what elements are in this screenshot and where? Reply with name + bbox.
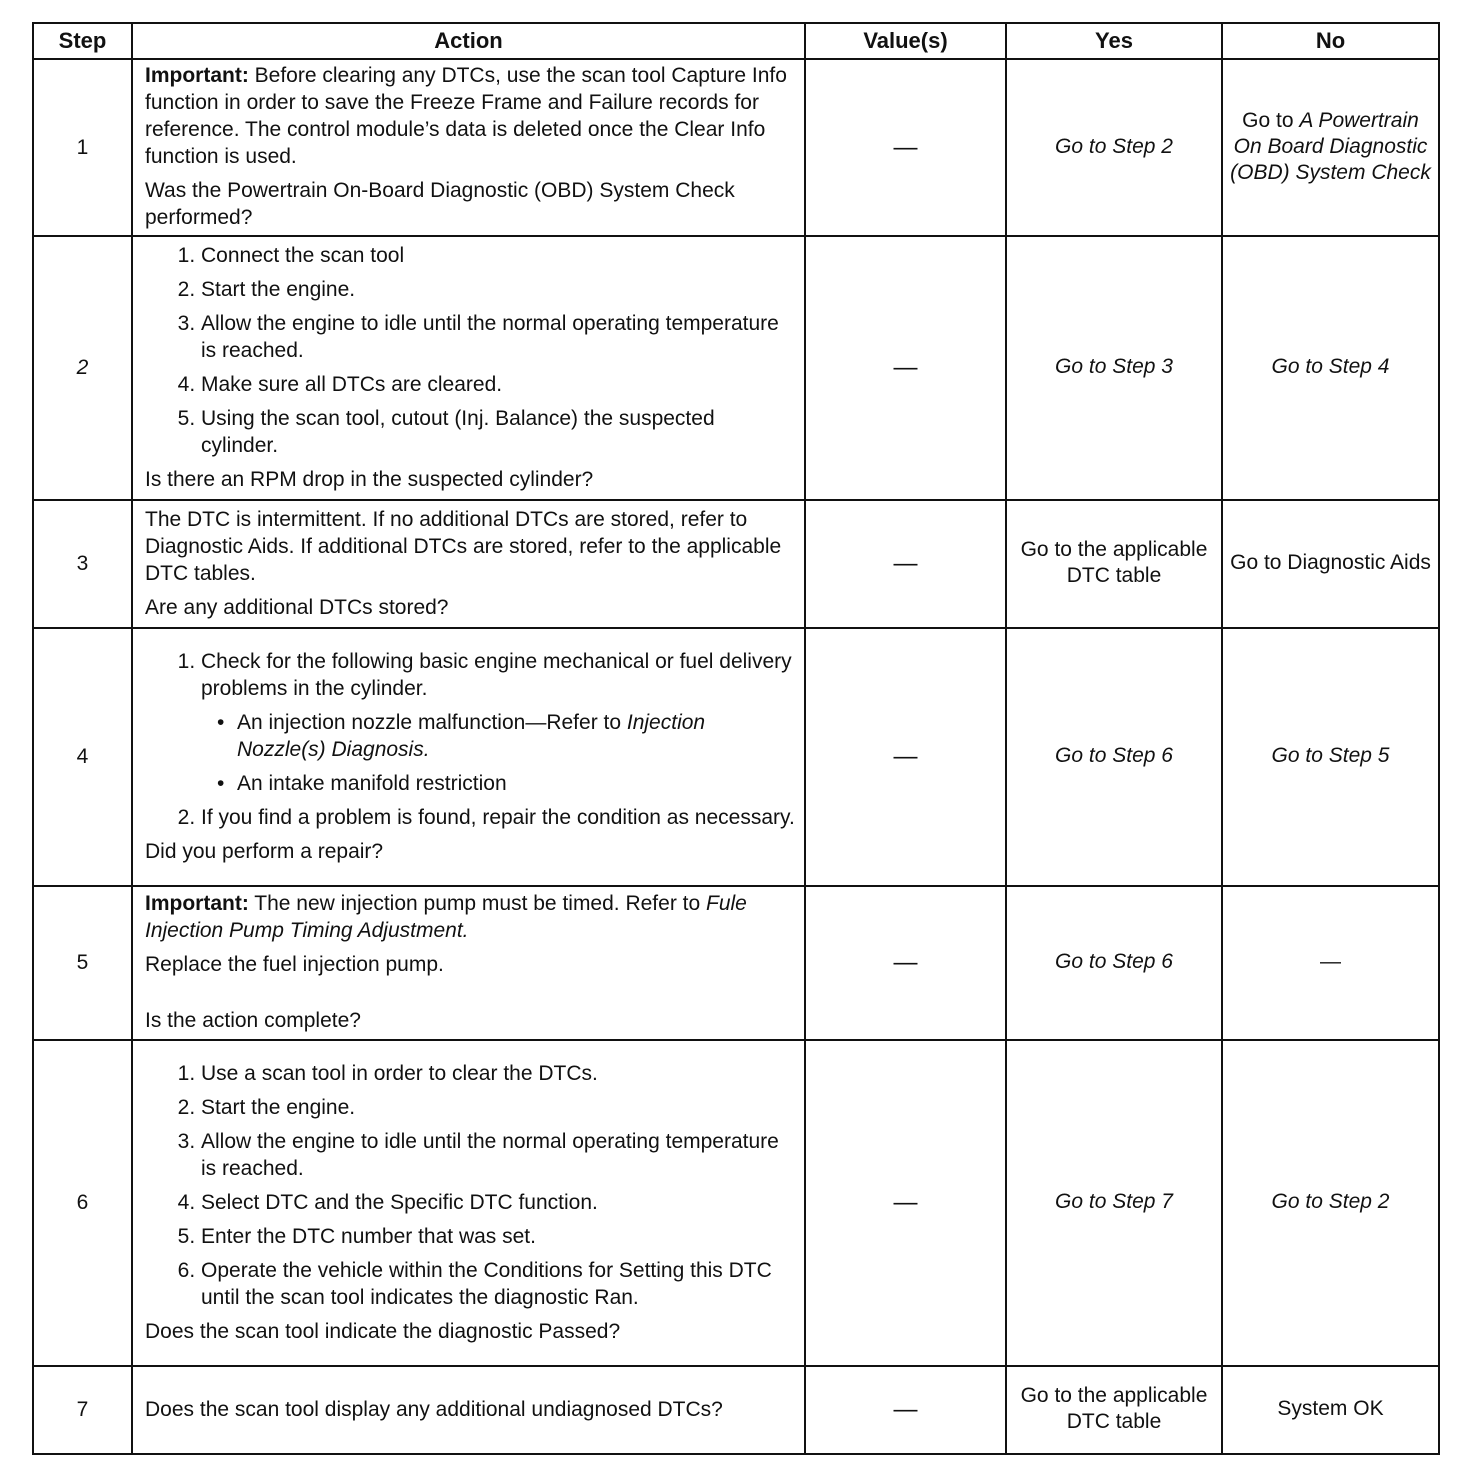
action-cell: [132, 628, 805, 886]
header-action: Action: [132, 23, 805, 59]
important-text: Before clearing any DTCs, use the scan tool Capture Info function in order to save the Freeze Frame and Failure records for reference. The control module’s data is deleted once the Clear Info function is used.: [145, 64, 787, 168]
sub-list-item: [237, 709, 796, 763]
yes-link[interactable]: Go to the applicable DTC table: [1006, 500, 1222, 628]
no-link[interactable]: Go to Step 4: [1222, 236, 1439, 500]
action-steps: [145, 242, 796, 459]
action-steps: [145, 1060, 796, 1311]
list-item: 1. Connect the scan tool: [201, 242, 796, 269]
important-link[interactable]: Fule Injection Pump Timing Adjustment.: [145, 892, 747, 942]
action-text: Replace the fuel injection pump.: [145, 953, 444, 976]
important-label: Important:: [145, 892, 249, 915]
important-note: [145, 62, 796, 170]
spacer: [145, 985, 796, 1007]
action-cell: [132, 1366, 805, 1454]
action-question: Is the action complete?: [145, 1009, 361, 1032]
table-row-step-6: [33, 1040, 1439, 1366]
important-note: [145, 890, 796, 944]
list-item: 6. Operate the vehicle within the Conditions for Setting this DTC until the scan tool indicates the diagnostic Ran.: [201, 1257, 796, 1311]
step-number: 6: [33, 1040, 132, 1366]
table-row-step-4: [33, 628, 1439, 886]
diagnostic-table: [32, 22, 1440, 1455]
list-item: 4. Make sure all DTCs are cleared.: [201, 371, 796, 398]
step-number: 2: [33, 236, 132, 500]
list-item: 5. Enter the DTC number that was set.: [201, 1223, 796, 1250]
yes-link[interactable]: Go to Step 6: [1006, 886, 1222, 1040]
table-row-step-3: [33, 500, 1439, 628]
action-cell: [132, 236, 805, 500]
action-cell: [132, 1040, 805, 1366]
action-cell: [132, 59, 805, 236]
value-cell: —: [805, 628, 1006, 886]
yes-link[interactable]: Go to Step 3: [1006, 236, 1222, 500]
list-item: 3. Allow the engine to idle until the normal operating temperature is reached.: [201, 1128, 796, 1182]
list-item: 2. If you find a problem is found, repair the condition as necessary.: [201, 804, 796, 831]
list-item: 2. Start the engine.: [201, 276, 796, 303]
yes-link[interactable]: Go to Step 2: [1006, 59, 1222, 236]
list-item: 4. Select DTC and the Specific DTC function.: [201, 1189, 796, 1216]
no-cell: —: [1222, 886, 1439, 1040]
header-no: No: [1222, 23, 1439, 59]
no-link[interactable]: Go to Diagnostic Aids: [1222, 500, 1439, 628]
action-cell: [132, 500, 805, 628]
list-item: [201, 648, 796, 797]
list-item: 1. Use a scan tool in order to clear the DTCs.: [201, 1060, 796, 1087]
sub-list-item: • An intake manifold restriction: [237, 770, 796, 797]
important-label: Important:: [145, 64, 249, 87]
action-text: The DTC is intermittent. If no additional DTCs are stored, refer to Diagnostic Aids. If additional DTCs are stored, refer to the applicable DTC tables.: [145, 507, 782, 585]
sub-list-text: An injection nozzle malfunction—Refer to: [237, 710, 627, 734]
table-row-step-7: [33, 1366, 1439, 1454]
step-number: 4: [33, 628, 132, 886]
action-question: Does the scan tool indicate the diagnostic Passed?: [145, 1319, 621, 1343]
value-cell: —: [805, 236, 1006, 500]
list-item: 5. Using the scan tool, cutout (Inj. Balance) the suspected cylinder.: [201, 405, 796, 459]
step-number: 3: [33, 500, 132, 628]
step-number: 5: [33, 886, 132, 1040]
header-row: [33, 23, 1439, 59]
header-yes: Yes: [1006, 23, 1222, 59]
sub-list-link[interactable]: Injection Nozzle(s) Diagnosis.: [237, 710, 706, 761]
list-item: 2. Start the engine.: [201, 1094, 796, 1121]
no-link[interactable]: System OK: [1222, 1366, 1439, 1454]
step-number: 7: [33, 1366, 132, 1454]
action-question: Was the Powertrain On-Board Diagnostic (OBD) System Check performed?: [145, 179, 735, 229]
action-question: Is there an RPM drop in the suspected cylinder?: [145, 467, 594, 491]
list-item-text: Check for the following basic engine mechanical or fuel delivery problems in the cylinder.: [201, 649, 792, 700]
list-item: 3. Allow the engine to idle until the normal operating temperature is reached.: [201, 310, 796, 364]
no-link[interactable]: A Powertrain On Board Diagnostic (OBD) System Check: [1230, 108, 1431, 184]
no-link[interactable]: Go to Step 5: [1222, 628, 1439, 886]
table-row-step-2: [33, 236, 1439, 500]
value-cell: —: [805, 59, 1006, 236]
table-row-step-1: [33, 59, 1439, 236]
header-values: Value(s): [805, 23, 1006, 59]
value-cell: —: [805, 886, 1006, 1040]
action-cell: [132, 886, 805, 1040]
action-question: Does the scan tool display any additional undiagnosed DTCs?: [145, 1397, 723, 1421]
yes-link[interactable]: Go to Step 6: [1006, 628, 1222, 886]
value-cell: —: [805, 500, 1006, 628]
value-cell: —: [805, 1366, 1006, 1454]
header-step: Step: [33, 23, 132, 59]
step-number: 1: [33, 59, 132, 236]
sub-list: [201, 709, 796, 797]
action-steps: [145, 648, 796, 831]
action-question: Are any additional DTCs stored?: [145, 595, 449, 619]
yes-link[interactable]: Go to the applicable DTC table: [1006, 1366, 1222, 1454]
value-cell: —: [805, 1040, 1006, 1366]
important-text: The new injection pump must be timed. Refer to: [248, 892, 706, 915]
no-cell: [1222, 59, 1439, 236]
action-question: Did you perform a repair?: [145, 839, 384, 863]
no-prefix: Go to: [1242, 108, 1300, 132]
table-row-step-5: [33, 886, 1439, 1040]
no-link[interactable]: Go to Step 2: [1222, 1040, 1439, 1366]
yes-link[interactable]: Go to Step 7: [1006, 1040, 1222, 1366]
